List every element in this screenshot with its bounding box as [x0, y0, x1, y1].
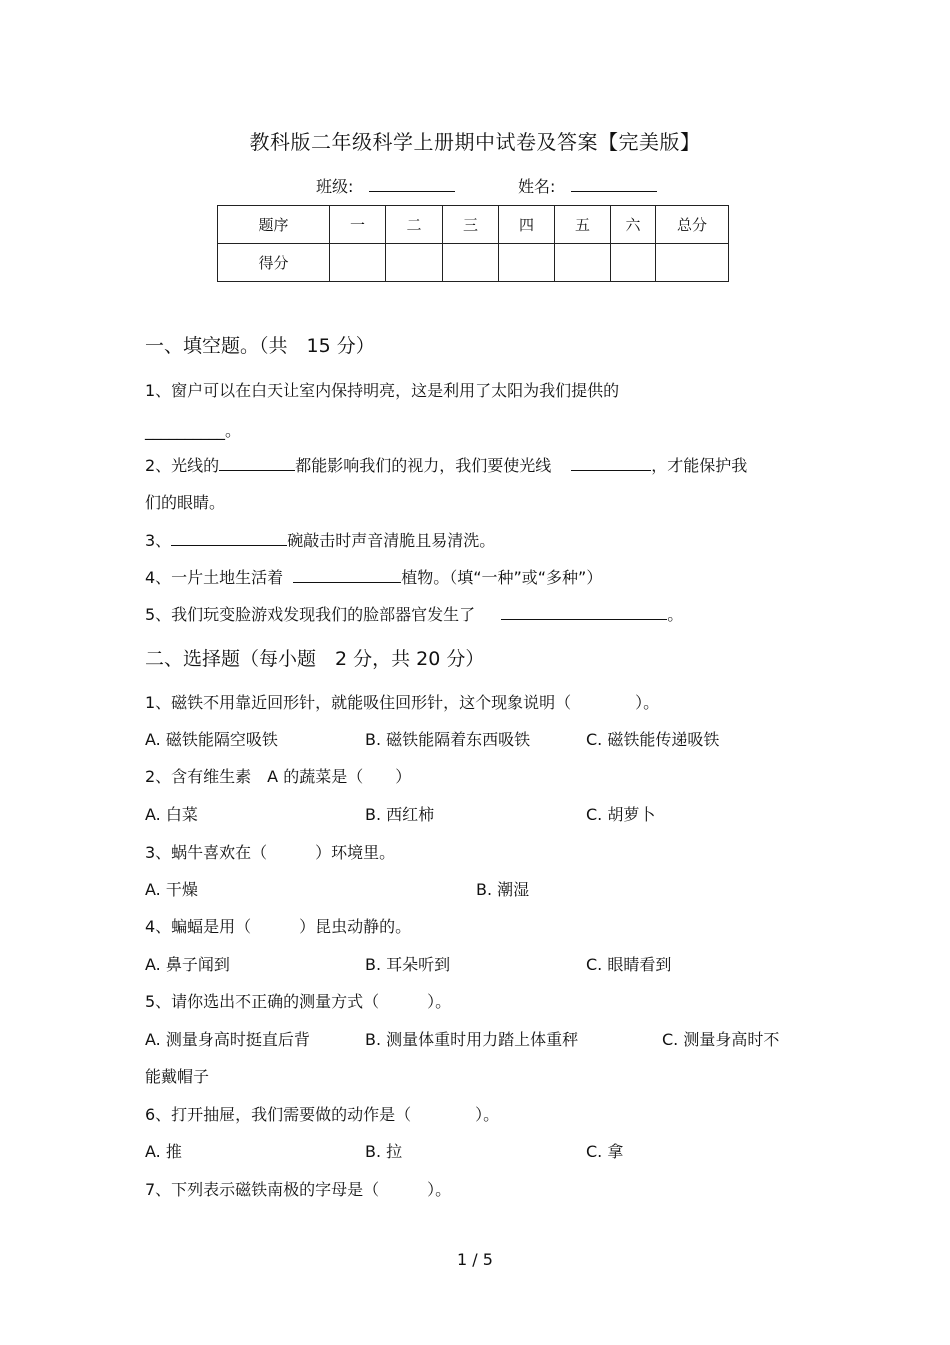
- text: ，才能保护我: [651, 456, 748, 475]
- score-cell[interactable]: [499, 244, 555, 282]
- answer-blank[interactable]: [501, 619, 667, 620]
- class-field: [316, 174, 455, 197]
- table-cell: 五: [555, 206, 611, 244]
- answer-blank[interactable]: [171, 545, 287, 546]
- score-cell[interactable]: [386, 244, 443, 282]
- section1-heading: 一、填空题。（共 15 分）: [145, 335, 375, 357]
- text: 5、我们玩变脸游戏发现我们的脸部器官发生了: [145, 605, 476, 624]
- fill-question-2: [145, 453, 747, 476]
- answer-blank[interactable]: [293, 582, 401, 583]
- option-c[interactable]: C. 拿: [586, 1142, 624, 1161]
- text: 2、光线的: [145, 456, 220, 475]
- table-cell: 一: [330, 206, 386, 244]
- fill-question-3: [145, 528, 495, 551]
- answer-blank[interactable]: [571, 470, 651, 471]
- score-cell[interactable]: [611, 244, 656, 282]
- option-b[interactable]: B. 耳朵听到: [365, 955, 451, 974]
- score-cell[interactable]: [555, 244, 611, 282]
- option-c[interactable]: C. 测量身高时不: [662, 1030, 780, 1049]
- table-cell: 六: [611, 206, 656, 244]
- text: 都能影响我们的视力，我们要使光线: [295, 456, 552, 475]
- option-c[interactable]: C. 眼睛看到: [586, 955, 672, 974]
- option-c-cont: 能戴帽子: [145, 1067, 210, 1086]
- page-number: 1 / 5: [457, 1250, 493, 1269]
- option-a[interactable]: A. 推: [145, 1142, 182, 1161]
- name-label: 姓名:: [518, 177, 556, 196]
- choice-question-7: 7、下列表示磁铁南极的字母是（ ）。: [145, 1180, 452, 1199]
- name-blank[interactable]: [571, 191, 657, 192]
- option-b[interactable]: B. 拉: [365, 1142, 403, 1161]
- choice-question-1: 1、磁铁不用靠近回形针，就能吸住回形针，这个现象说明（ ）。: [145, 693, 660, 712]
- option-a[interactable]: A. 白菜: [145, 805, 198, 824]
- option-a[interactable]: A. 测量身高时挺直后背: [145, 1030, 310, 1049]
- option-b[interactable]: B. 西红柿: [365, 805, 435, 824]
- text: 碗敲击时声音清脆且易清洗。: [287, 531, 496, 550]
- choice-question-3: 3、蜗牛喜欢在（ ）环境里。: [145, 843, 396, 862]
- score-cell[interactable]: [443, 244, 499, 282]
- table-cell: 二: [386, 206, 443, 244]
- table-cell: 总分: [656, 206, 729, 244]
- score-cell[interactable]: [330, 244, 386, 282]
- option-c[interactable]: C. 胡萝卜: [586, 805, 656, 824]
- choice-question-2: 2、含有维生素 A 的蔬菜是（ ）: [145, 767, 412, 786]
- choice-question-5: 5、请你选出不正确的测量方式（ ）。: [145, 992, 452, 1011]
- table-cell: 题序: [218, 206, 330, 244]
- answer-blank[interactable]: [219, 470, 295, 471]
- class-label: 班级:: [316, 177, 354, 196]
- score-table-score-row: [218, 244, 729, 282]
- choice-question-6: 6、打开抽屉，我们需要做的动作是（ ）。: [145, 1105, 500, 1124]
- fill-question-1: 1、窗户可以在白天让室内保持明亮，这是利用了太阳为我们提供的: [145, 381, 620, 400]
- page-title: 教科版二年级科学上册期中试卷及答案【完美版】: [249, 130, 701, 154]
- option-a[interactable]: A. 干燥: [145, 880, 198, 899]
- choice-question-4: 4、蝙蝠是用（ ）昆虫动静的。: [145, 917, 412, 936]
- fill-question-2-cont: 们的眼睛。: [145, 493, 226, 512]
- score-table: [217, 205, 729, 282]
- table-cell: 三: [443, 206, 499, 244]
- fill-question-1-blank[interactable]: __________。: [145, 421, 242, 440]
- fill-question-4: [145, 565, 602, 588]
- text: 3、: [145, 531, 172, 550]
- fill-question-5: [145, 602, 683, 625]
- section2-heading: 二、选择题（每小题 2 分，共 20 分）: [145, 648, 485, 670]
- name-field: [518, 174, 657, 197]
- option-a[interactable]: A. 鼻子闻到: [145, 955, 230, 974]
- option-b[interactable]: B. 测量体重时用力踏上体重秤: [365, 1030, 579, 1049]
- text: 。: [667, 605, 684, 624]
- score-table-header-row: [218, 206, 729, 244]
- text: 植物。（填“一种”或“多种”）: [401, 568, 603, 587]
- text: 4、一片土地生活着: [145, 568, 284, 587]
- option-b[interactable]: B. 磁铁能隔着东西吸铁: [365, 730, 531, 749]
- score-cell[interactable]: [656, 244, 729, 282]
- class-blank[interactable]: [369, 191, 455, 192]
- option-c[interactable]: C. 磁铁能传递吸铁: [586, 730, 720, 749]
- option-b[interactable]: B. 潮湿: [476, 880, 530, 899]
- option-a[interactable]: A. 磁铁能隔空吸铁: [145, 730, 278, 749]
- table-cell: 四: [499, 206, 555, 244]
- table-cell: 得分: [218, 244, 330, 282]
